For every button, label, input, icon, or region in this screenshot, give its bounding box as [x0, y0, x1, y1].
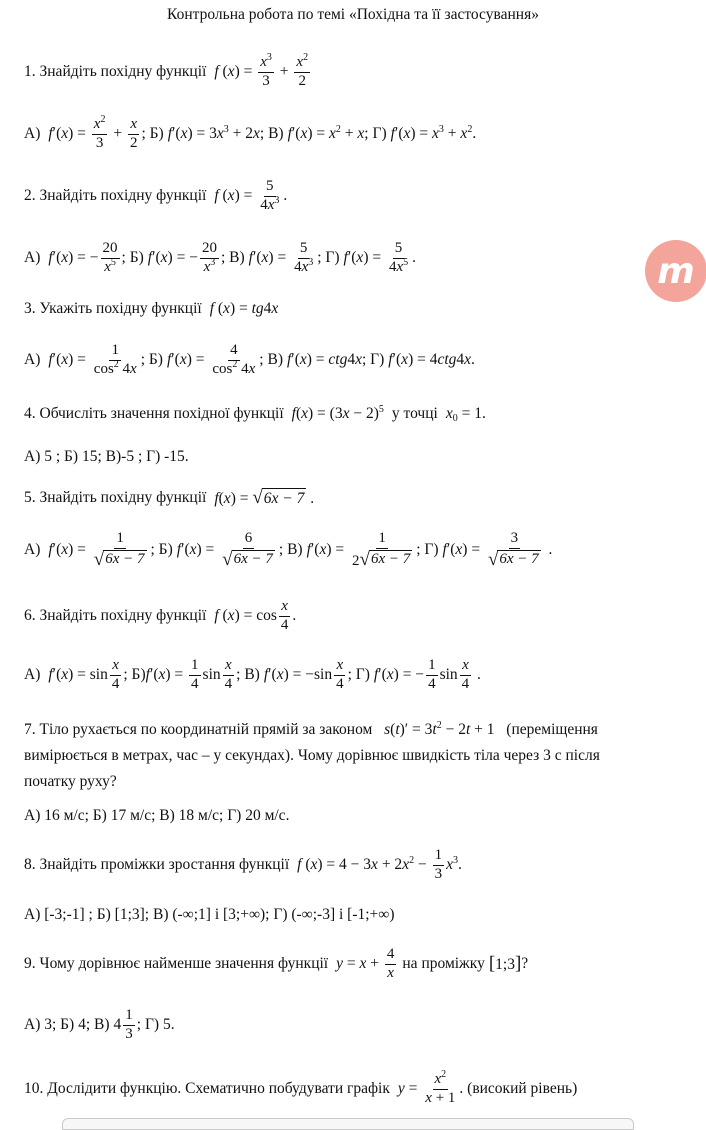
- answer-a-formula: f′(x) = − $\frac{20}{x^5}$: [48, 239, 118, 275]
- question-4: [24, 402, 696, 426]
- answer-b-label: ; Б): [121, 249, 144, 266]
- answer-b-formula: f′(x) = − $\frac{20}{x^3}$: [147, 239, 217, 275]
- answer-a-label: А): [24, 125, 41, 142]
- answer-c-label: ; В): [259, 351, 283, 368]
- question-5-formula: f(x) = √ 6x − 7 .: [214, 487, 315, 508]
- page-title: Контрольна робота по темі «Похідна та її застосування»: [167, 6, 539, 23]
- question-3-formula: f (x) = tg4x: [209, 300, 279, 317]
- question-7-formula: $s(t)' = 3t^2 - 2t + 1$: [384, 720, 495, 738]
- question-5: [24, 484, 696, 512]
- question-8-formula: f $(x) = 4 - 3x + 2x^2$ − $\frac{1}{3}$ $x^3$.: [297, 846, 462, 882]
- question-6-text: 6. Знайдіть похідну функції: [24, 607, 207, 624]
- site-logo: [645, 240, 706, 302]
- answer-c-formula: f′(x) = −sin $\frac{x}{4}$: [263, 656, 344, 692]
- answer-d-formula: $f'(x) = x^3 + x^2$.: [390, 124, 477, 142]
- question-1: [24, 52, 696, 92]
- question-1-formula: f (x) = $\frac{x^3}{3}$ + $\frac{x^2}{2}$: [214, 51, 309, 89]
- question-9-formula: y = x + $\frac{4}{x}$: [336, 945, 395, 981]
- question-10: [24, 1066, 696, 1112]
- question-10-text-2: . (високий рівень): [459, 1080, 578, 1097]
- question-6-answers: [24, 655, 696, 695]
- answer-c-formula: $f'(x) = x^2 + x$: [287, 124, 365, 142]
- answer-d-formula: f′(x) = 4ctg4x.: [388, 351, 475, 368]
- answer-d-label: ; Г): [347, 666, 370, 683]
- question-4-answers: А) 5 ; Б) 15; В)-5 ; Г) -15.: [24, 448, 189, 465]
- question-10-text: 10. Дослідити функцію. Схематично побудувати графік: [24, 1080, 390, 1097]
- question-4-formula: $f(x) = (3x - 2)^5$: [291, 404, 384, 422]
- answer-b-label: ; Б): [141, 125, 164, 142]
- answer-abc-label: А) 3; Б) 4; В): [24, 1016, 110, 1033]
- question-4-point: $x_0 = 1$.: [445, 405, 486, 424]
- question-9-text: 9. Чому дорівнює найменше значення функції: [24, 955, 329, 972]
- answer-c-label: ; В): [220, 249, 245, 266]
- answer-a-formula: f′(x) = $\frac{1}{\cos^2 4x}$: [48, 341, 137, 377]
- answer-b-formula: f′(x) = $\frac{1}{4}$ sin $\frac{x}{4}$: [145, 656, 233, 692]
- answer-a-label: А): [24, 351, 41, 368]
- question-10-formula: y = $\frac{x^2}{x + 1}$: [397, 1068, 456, 1106]
- answer-a-formula: f′(x) = 1 √ 6x − 7: [48, 529, 145, 570]
- answer-c-label: ; В): [278, 541, 303, 558]
- answer-b-label: ; Б): [123, 666, 146, 683]
- question-4-text-2: у точці: [391, 405, 438, 422]
- question-5-text: 5. Знайдіть похідну функції: [24, 489, 207, 506]
- logo-letter: m: [657, 250, 695, 292]
- question-2-answers: [24, 238, 696, 278]
- question-9-interval: [1;3]: [488, 953, 522, 974]
- question-7-text-3: вимірюється в метрах, час – у секундах). Чому дорівнює швидкість тіла через 3 с після: [24, 747, 600, 764]
- question-8: [24, 845, 696, 885]
- answer-a-label: А): [24, 249, 41, 266]
- answer-d-label: ; Г): [364, 125, 387, 142]
- question-1-text: 1. Знайдіть похідну функції: [24, 63, 207, 80]
- question-2: [24, 176, 696, 216]
- question-9-text-2: на проміжку: [402, 955, 485, 972]
- answer-d-label: ; Г): [361, 351, 385, 368]
- answer-c-label: ; В): [236, 666, 260, 683]
- answer-d-label: ; Г): [317, 249, 340, 266]
- answer-b-formula: f′(x) = 6 √ 6x − 7: [176, 529, 273, 570]
- question-4-text: 4. Обчисліть значення похідної функції: [24, 405, 284, 422]
- question-3-text: 3. Укажіть похідну функції: [24, 300, 202, 317]
- answer-d-label: ; Г): [416, 541, 439, 558]
- answer-a-label: А): [24, 666, 41, 683]
- answer-a-label: А): [24, 541, 41, 558]
- question-2-formula: f (x) = $\frac{5}{4x^3}$ .: [214, 177, 288, 213]
- answer-c-formula: 4 $\frac{1}{3}$: [113, 1006, 133, 1042]
- answer-d-formula: f′(x) = $\frac{5}{4x^5}$ .: [343, 239, 417, 275]
- answer-c-label: ; В): [259, 125, 284, 142]
- answer-a-formula: f′(x) = sin $\frac{x}{4}$: [48, 656, 120, 692]
- answer-d-formula: f′(x) = − $\frac{1}{4}$ sin $\frac{x}{4}$ .: [373, 656, 481, 692]
- question-7-answers: А) 16 м/с; Б) 17 м/с; В) 18 м/с; Г) 20 м/с.: [24, 807, 290, 824]
- answer-b-label: ; Б): [140, 351, 163, 368]
- question-3-answers: [24, 340, 696, 380]
- question-7-text-4: початку руху?: [24, 773, 117, 790]
- answer-b-formula: f′(x) = $\frac{4}{\cos^2 4x}$: [166, 341, 256, 377]
- question-2-text: 2. Знайдіть похідну функції: [24, 187, 207, 204]
- question-6-formula: f (x) = cos $\frac{x}{4}$ .: [214, 597, 297, 633]
- question-9: [24, 943, 696, 985]
- answer-d-formula: f′(x) = 3 √ 6x − 7 .: [442, 529, 553, 570]
- question-8-answers: А) [-3;-1] ; Б) [1;3]; В) (-∞;1] і [3;+∞); Г) (-∞;-3] і [-1;+∞): [24, 906, 395, 923]
- question-7-text-1: 7. Тіло рухається по координатній прямій за законом: [24, 721, 373, 738]
- question-7: [24, 717, 684, 795]
- question-3: [24, 297, 696, 321]
- question-5-answers: [24, 528, 696, 572]
- answer-d-label: ; Г) 5.: [136, 1016, 175, 1033]
- answer-b-formula: $f'(x) = 3x^3 + 2x$: [167, 124, 260, 142]
- bottom-panel-edge: [62, 1118, 634, 1130]
- answer-c-formula: f′(x) = ctg4x: [286, 351, 362, 368]
- answer-c-formula: f′(x) = $\frac{5}{4x^3}$: [248, 239, 314, 275]
- answer-a-formula: f′(x) = $\frac{x^2}{3}$ + $\frac{x}{2}$: [48, 113, 138, 151]
- question-9-answers: [24, 1004, 696, 1046]
- question-8-text: 8. Знайдіть проміжки зростання функції: [24, 856, 290, 873]
- question-7-text-2: (переміщення: [506, 721, 598, 738]
- answer-b-label: ; Б): [150, 541, 173, 558]
- answer-c-formula: f′(x) = 1 2 √ 6x − 7: [306, 529, 411, 570]
- question-9-text-3: ?: [521, 955, 529, 972]
- question-6: [24, 596, 696, 636]
- question-1-answers: [24, 114, 696, 154]
